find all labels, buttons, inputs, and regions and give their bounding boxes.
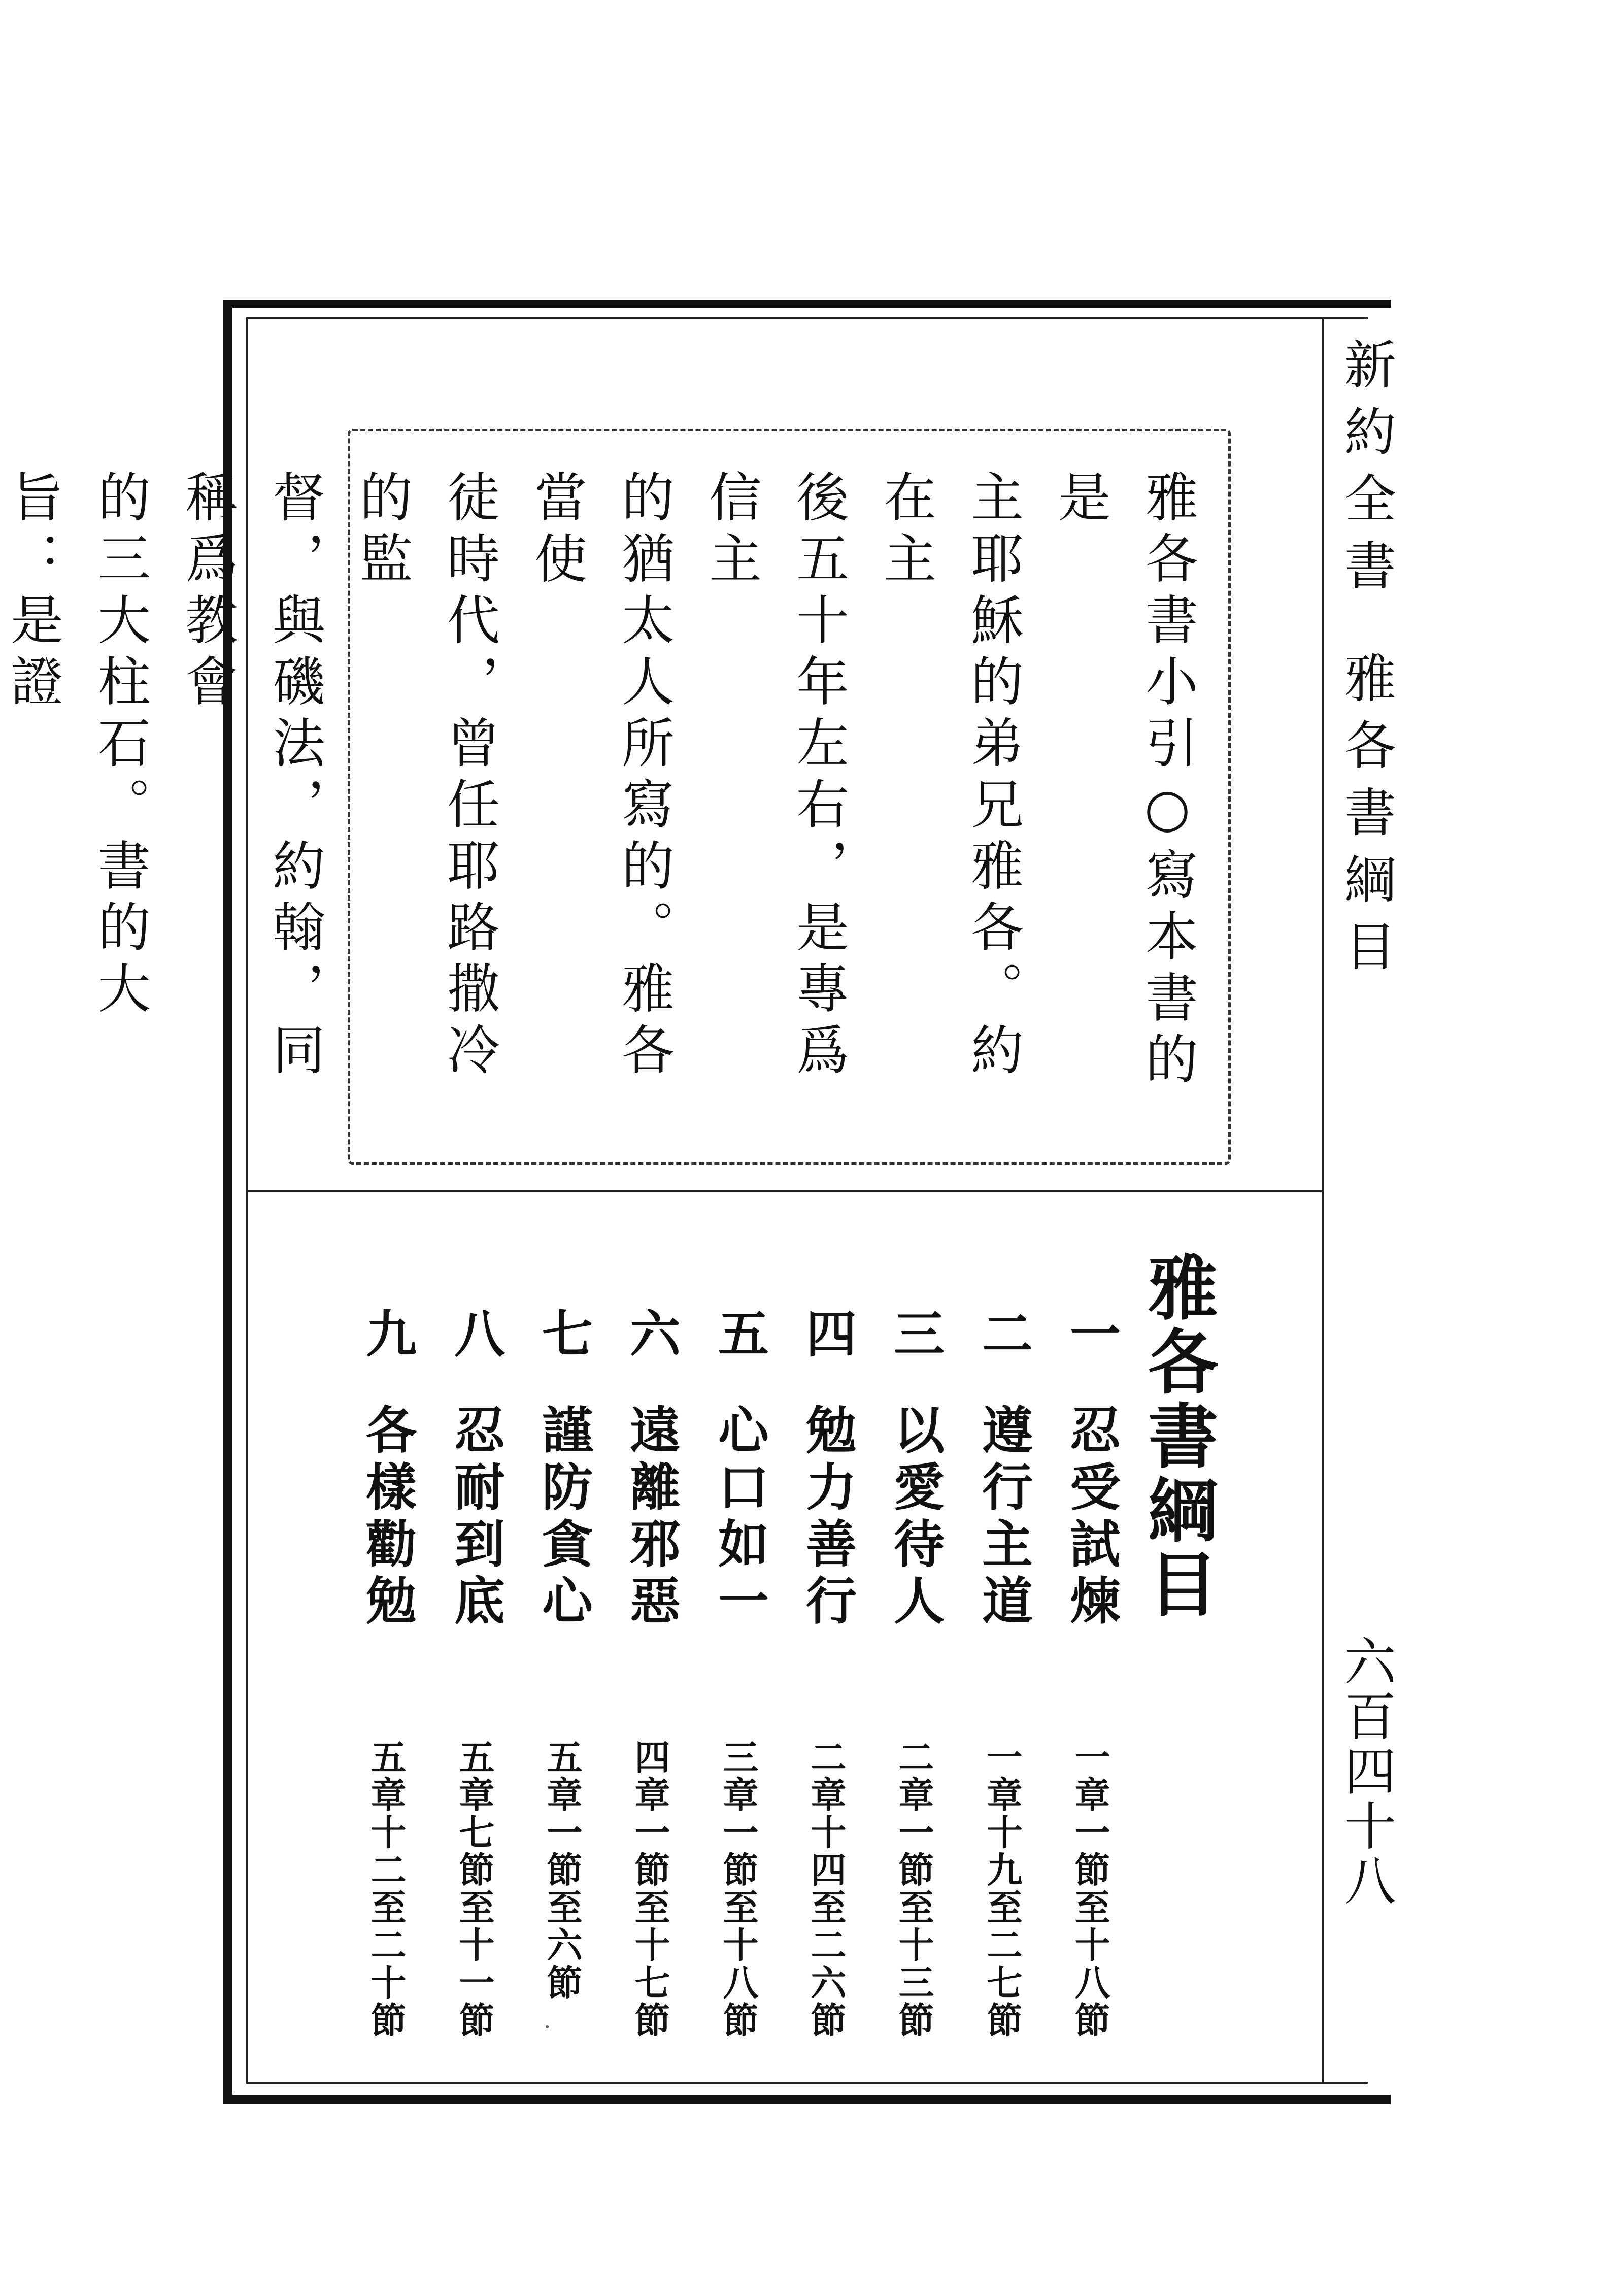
toc-item-label: 忍受試煉 <box>1061 1404 1121 1631</box>
page-number: 六百四十八 <box>1336 1635 1396 1909</box>
toc-item-reference: 五章十二至二十節 <box>365 1739 407 2039</box>
print-speck <box>546 2025 549 2028</box>
section-divider <box>246 1190 1322 1192</box>
margin-divider <box>1322 317 1324 2084</box>
toc-item-label: 勉力善行 <box>797 1404 857 1631</box>
preface-line: 後五十年左右，是專爲信主 <box>700 470 849 1084</box>
toc-item-reference: 五章一節至六節 <box>541 1739 583 2002</box>
preface-line: 徒時代，曾任耶路撒冷的監 <box>351 470 500 1084</box>
running-header <box>1336 338 1396 986</box>
preface-line: 主耶穌的弟兄雅各。約在主 <box>874 470 1024 1084</box>
toc-item-reference: 二章一節至十三節 <box>893 1739 935 2039</box>
book-title: 新約全書 <box>1336 338 1396 606</box>
toc-item-number: 七 <box>533 1307 593 1358</box>
toc-item-reference: 三章一節至十八節 <box>717 1739 759 2039</box>
toc-item-number: 八 <box>446 1307 506 1358</box>
toc-item-label: 謹防貪心 <box>533 1404 593 1631</box>
preface-line: 督，與磯法，約翰，同稱爲教會 <box>176 470 325 1084</box>
toc-item-label: 遵行主道 <box>973 1404 1033 1631</box>
toc-item-number: 九 <box>357 1307 417 1358</box>
toc-item-reference: 一章十九至二七節 <box>981 1739 1023 2039</box>
toc-item-number: 六 <box>621 1307 681 1358</box>
toc-item-number: 四 <box>797 1307 857 1358</box>
section-title: 雅各書綱目 <box>1336 651 1396 986</box>
preface-text <box>0 470 1211 1129</box>
toc-item-number: 三 <box>885 1307 945 1358</box>
preface-line: 雅各書小引○寫本書的是 <box>1049 470 1198 1093</box>
preface-line: 的猶太人所寫的。雅各當使 <box>525 470 675 1084</box>
preface-line: 的三大柱石。書的大旨：是證 <box>2 470 151 1022</box>
toc-item-number: 五 <box>710 1307 769 1358</box>
toc-item-number: 二 <box>973 1307 1033 1358</box>
toc-title: 雅各書綱目 <box>1136 1251 1218 1622</box>
toc-item-number: 一 <box>1061 1307 1121 1358</box>
toc-item-label: 各樣勸勉 <box>357 1404 417 1631</box>
toc-item-reference: 五章七節至十一節 <box>453 1739 495 2039</box>
toc-item-label: 心口如一 <box>710 1404 769 1631</box>
toc-item-reference: 四章一節至十七節 <box>629 1739 671 2039</box>
toc-item-label: 遠離邪惡 <box>621 1404 681 1631</box>
toc-item-reference: 二章十四至二六節 <box>805 1739 847 2039</box>
toc-item-reference: 一章一節至十八節 <box>1069 1739 1111 2039</box>
toc-item-label: 忍耐到底 <box>446 1404 506 1631</box>
toc-item-label: 以愛待人 <box>885 1404 945 1631</box>
